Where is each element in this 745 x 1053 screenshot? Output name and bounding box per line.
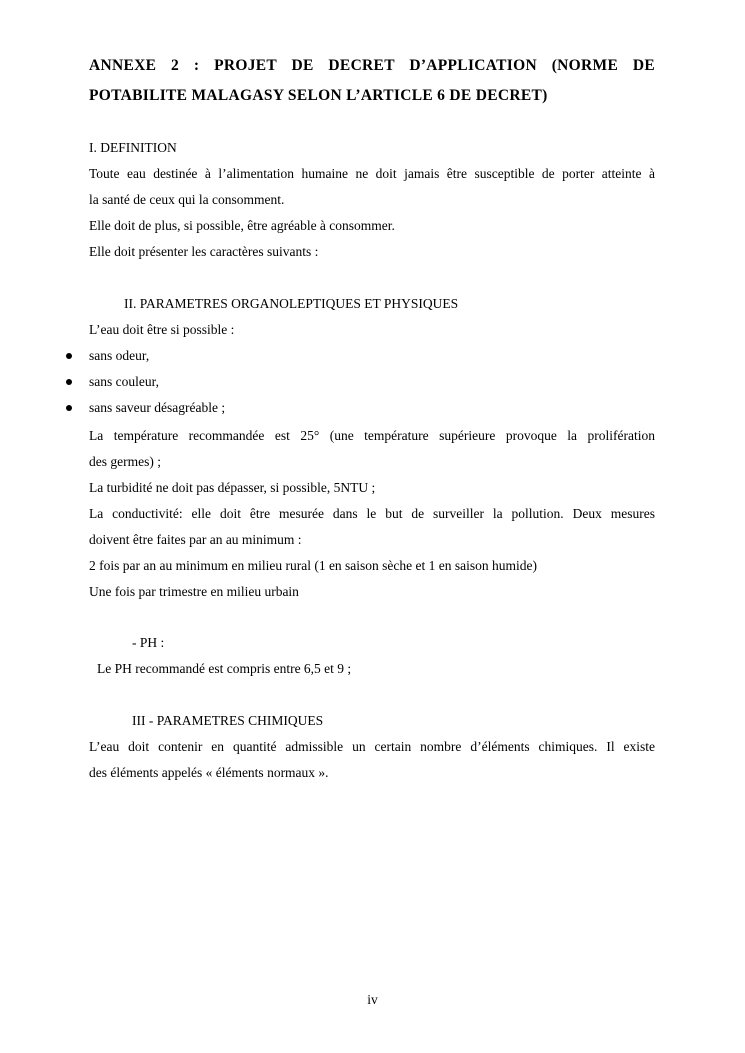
definition-paragraph-2: Elle doit de plus, si possible, être agréable à consommer. (89, 218, 395, 233)
definition-paragraph-line-1: Toute eau destinée à l’alimentation humaine ne doit jamais être susceptible de porter atteinte à (89, 166, 655, 181)
bullet-item-taste: sans saveur désagréable ; (89, 400, 226, 415)
ph-title: - PH : (132, 635, 165, 650)
conductivity-line-2: doivent être faites par an au minimum : (89, 532, 302, 547)
chemical-line-2: des éléments appelés « éléments normaux ». (89, 765, 329, 780)
section-chemical-title: III - PARAMETRES CHIMIQUES (132, 713, 324, 728)
annex-heading-line-1: ANNEXE 2 : PROJET DE DECRET D’APPLICATION (NORME DE (89, 57, 655, 74)
ph-text: Le PH recommandé est compris entre 6,5 et 9 ; (97, 661, 352, 676)
bullet-item-odor: sans odeur, (89, 348, 150, 363)
definition-paragraph-3: Elle doit présenter les caractères suivants : (89, 244, 319, 259)
turbidity-text: La turbidité ne doit pas dépasser, si possible, 5NTU ; (89, 480, 376, 495)
annex-heading (89, 51, 655, 111)
section-definition-title: I. DEFINITION (89, 140, 177, 155)
rural-measurement-text: 2 fois par an au minimum en milieu rural (1 en saison sèche et 1 en saison humide) (89, 558, 538, 573)
chemical-line-1: L’eau doit contenir en quantité admissible un certain nombre d’éléments chimiques. Il existe (89, 739, 655, 754)
page-number: iv (367, 992, 378, 1007)
annex-heading-line-2: POTABILITE MALAGASY SELON L’ARTICLE 6 DE DECRET) (89, 87, 548, 104)
temperature-line-2: des germes) ; (89, 454, 161, 469)
bullet-item-color: sans couleur, (89, 374, 159, 389)
organoleptic-intro: L’eau doit être si possible : (89, 322, 235, 337)
urban-measurement-text: Une fois par trimestre en milieu urbain (89, 584, 299, 599)
temperature-line-1: La température recommandée est 25° (une température supérieure provoque la prolifération (89, 428, 655, 443)
section-organoleptic-title: II. PARAMETRES ORGANOLEPTIQUES ET PHYSIQUES (124, 296, 459, 311)
bullet-marker (66, 405, 72, 411)
definition-paragraph-line-2: la santé de ceux qui la consomment. (89, 192, 285, 207)
bullet-marker (66, 379, 72, 385)
conductivity-line-1: La conductivité: elle doit être mesurée dans le but de surveiller la pollution. Deux mesures (89, 506, 655, 521)
bullet-marker (66, 353, 72, 359)
